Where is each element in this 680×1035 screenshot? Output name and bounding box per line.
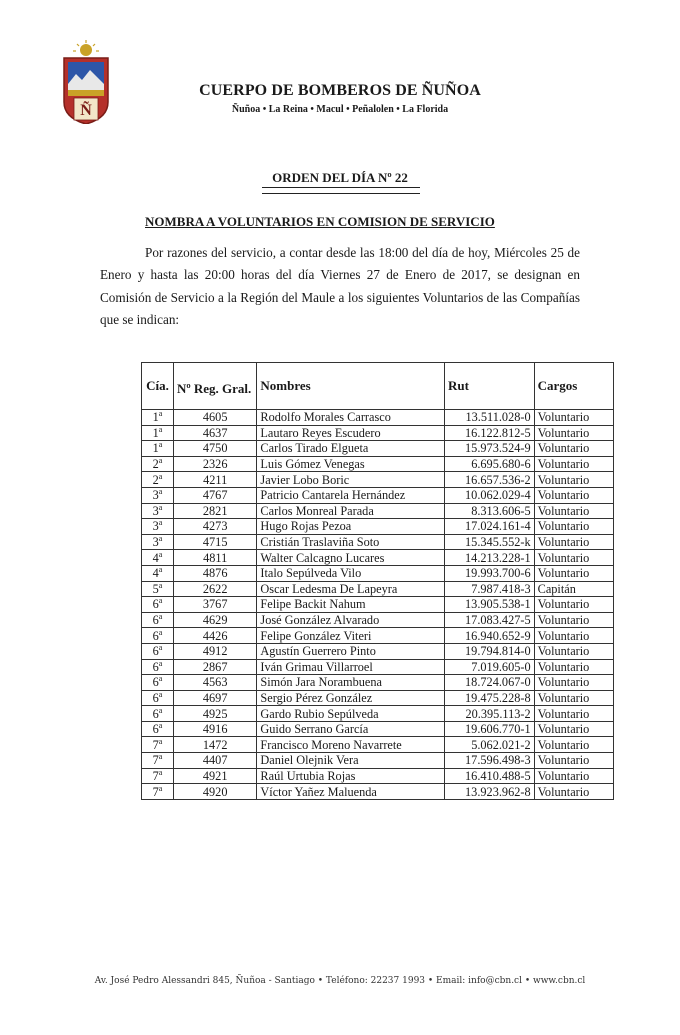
cell-cargo: Voluntario <box>534 472 613 488</box>
cell-reg: 4916 <box>173 721 256 737</box>
cell-reg: 4912 <box>173 643 256 659</box>
cell-cargo: Voluntario <box>534 456 613 472</box>
cell-cia: 6$^a$ <box>142 706 174 722</box>
cell-cia: 6$^a$ <box>142 597 174 613</box>
org-name: CUERPO DE BOMBEROS DE ÑUÑOA <box>199 82 481 99</box>
cell-rut: 15.973.524-9 <box>444 441 534 457</box>
table-row <box>142 628 614 644</box>
table-row <box>142 675 614 691</box>
cell-cia: 6$^a$ <box>142 659 174 675</box>
cell-nombre: Carlos Tirado Elgueta <box>257 441 445 457</box>
order-title-rule <box>262 187 420 194</box>
header-cia: Cía. <box>142 363 174 410</box>
cell-rut: 6.695.680-6 <box>444 456 534 472</box>
cell-nombre: Carlos Monreal Parada <box>257 503 445 519</box>
cell-cargo: Voluntario <box>534 628 613 644</box>
cell-nombre: Luis Gómez Venegas <box>257 456 445 472</box>
volunteers-table <box>141 362 614 800</box>
cell-rut: 19.475.228-8 <box>444 690 534 706</box>
cell-cargo: Voluntario <box>534 643 613 659</box>
cell-rut: 19.606.770-1 <box>444 721 534 737</box>
cell-nombre: Simón Jara Norambuena <box>257 675 445 691</box>
cell-reg: 2867 <box>173 659 256 675</box>
cell-rut: 15.345.552-k <box>444 534 534 550</box>
cell-cia: 7$^a$ <box>142 768 174 784</box>
table-row <box>142 721 614 737</box>
cell-cargo: Voluntario <box>534 410 613 426</box>
cell-rut: 17.083.427-5 <box>444 612 534 628</box>
cell-nombre: Guido Serrano García <box>257 721 445 737</box>
cell-reg: 4407 <box>173 753 256 769</box>
table-row <box>142 472 614 488</box>
cell-reg: 4925 <box>173 706 256 722</box>
cell-reg: 4563 <box>173 675 256 691</box>
cell-cia: 6$^a$ <box>142 628 174 644</box>
cell-nombre: Javier Lobo Boric <box>257 472 445 488</box>
cell-reg: 4273 <box>173 519 256 535</box>
cell-cia: 3$^a$ <box>142 503 174 519</box>
cell-reg: 4637 <box>173 425 256 441</box>
cell-nombre: Agustín Guerrero Pinto <box>257 643 445 659</box>
cell-reg: 2821 <box>173 503 256 519</box>
cell-cargo: Voluntario <box>534 487 613 503</box>
cell-reg: 4920 <box>173 784 256 800</box>
cell-cargo: Voluntario <box>534 565 613 581</box>
cell-rut: 14.213.228-1 <box>444 550 534 566</box>
cell-reg: 2622 <box>173 581 256 597</box>
cell-reg: 4211 <box>173 472 256 488</box>
table-row <box>142 768 614 784</box>
header-cargos: Cargos <box>534 363 613 410</box>
cell-cargo: Voluntario <box>534 441 613 457</box>
cell-nombre: Lautaro Reyes Escudero <box>257 425 445 441</box>
cell-nombre: Raúl Urtubia Rojas <box>257 768 445 784</box>
cell-cia: 5$^a$ <box>142 581 174 597</box>
cell-reg: 4605 <box>173 410 256 426</box>
cell-nombre: Cristián Traslaviña Soto <box>257 534 445 550</box>
cell-rut: 5.062.021-2 <box>444 737 534 753</box>
cell-cia: 6$^a$ <box>142 643 174 659</box>
cell-cargo: Voluntario <box>534 690 613 706</box>
cell-cia: 6$^a$ <box>142 690 174 706</box>
table-row <box>142 737 614 753</box>
table-row <box>142 612 614 628</box>
cell-nombre: Italo Sepúlveda Vilo <box>257 565 445 581</box>
footer-contact: Av. José Pedro Alessandri 845, Ñuñoa - Santiago • Teléfono: 22237 1993 • Email: info@cbn.cl • www.cbn.cl <box>94 976 586 986</box>
cell-reg: 3767 <box>173 597 256 613</box>
cell-cia: 1$^a$ <box>142 410 174 426</box>
cell-cia: 3$^a$ <box>142 534 174 550</box>
table-header-row <box>142 363 614 410</box>
cell-cargo: Capitán <box>534 581 613 597</box>
cell-reg: 4629 <box>173 612 256 628</box>
cell-cia: 1$^a$ <box>142 425 174 441</box>
cell-cia: 6$^a$ <box>142 721 174 737</box>
cell-nombre: Felipe González Viteri <box>257 628 445 644</box>
cell-nombre: Daniel Olejnik Vera <box>257 753 445 769</box>
cell-rut: 8.313.606-5 <box>444 503 534 519</box>
table-row <box>142 550 614 566</box>
cell-cia: 2$^a$ <box>142 472 174 488</box>
cell-cargo: Voluntario <box>534 737 613 753</box>
cell-cia: 6$^a$ <box>142 612 174 628</box>
cell-nombre: Oscar Ledesma De Lapeyra <box>257 581 445 597</box>
cell-reg: 4876 <box>173 565 256 581</box>
cell-reg: 2326 <box>173 456 256 472</box>
cell-rut: 13.905.538-1 <box>444 597 534 613</box>
cell-nombre: Walter Calcagno Lucares <box>257 550 445 566</box>
cell-cargo: Voluntario <box>534 706 613 722</box>
cell-rut: 13.511.028-0 <box>444 410 534 426</box>
cell-reg: 4921 <box>173 768 256 784</box>
cell-cargo: Voluntario <box>534 519 613 535</box>
cell-rut: 7.019.605-0 <box>444 659 534 675</box>
header-rut: Rut <box>444 363 534 410</box>
cell-cia: 4$^a$ <box>142 565 174 581</box>
cell-cargo: Voluntario <box>534 659 613 675</box>
table-row <box>142 565 614 581</box>
cell-nombre: Víctor Yañez Maluenda <box>257 784 445 800</box>
crest-letter: Ñ <box>80 102 92 119</box>
cell-nombre: Felipe Backit Nahum <box>257 597 445 613</box>
cell-nombre: Hugo Rojas Pezoa <box>257 519 445 535</box>
cell-nombre: José González Alvarado <box>257 612 445 628</box>
cell-cia: 1$^a$ <box>142 441 174 457</box>
cell-reg: 4697 <box>173 690 256 706</box>
table-row <box>142 534 614 550</box>
table-row <box>142 487 614 503</box>
header-nombres: Nombres <box>257 363 445 410</box>
cell-reg: 4767 <box>173 487 256 503</box>
cell-rut: 18.724.067-0 <box>444 675 534 691</box>
table-row <box>142 706 614 722</box>
cell-cargo: Voluntario <box>534 612 613 628</box>
cell-nombre: Sergio Pérez González <box>257 690 445 706</box>
cell-rut: 13.923.962-8 <box>444 784 534 800</box>
cell-cargo: Voluntario <box>534 784 613 800</box>
cell-cargo: Voluntario <box>534 768 613 784</box>
cell-rut: 16.410.488-5 <box>444 768 534 784</box>
fire-department-crest-icon <box>60 40 112 124</box>
table-row <box>142 659 614 675</box>
cell-reg: 4750 <box>173 441 256 457</box>
cell-cia: 7$^a$ <box>142 737 174 753</box>
cell-nombre: Gardo Rubio Sepúlveda <box>257 706 445 722</box>
cell-cargo: Voluntario <box>534 534 613 550</box>
cell-rut: 19.794.814-0 <box>444 643 534 659</box>
table-row <box>142 441 614 457</box>
cell-rut: 7.987.418-3 <box>444 581 534 597</box>
cell-cia: 3$^a$ <box>142 519 174 535</box>
table-row <box>142 597 614 613</box>
cell-reg: 1472 <box>173 737 256 753</box>
header-reg: Nº Reg. Gral. <box>173 363 256 410</box>
cell-nombre: Rodolfo Morales Carrasco <box>257 410 445 426</box>
cell-rut: 16.940.652-9 <box>444 628 534 644</box>
cell-rut: 16.122.812-5 <box>444 425 534 441</box>
cell-cia: 4$^a$ <box>142 550 174 566</box>
cell-cargo: Voluntario <box>534 675 613 691</box>
cell-reg: 4426 <box>173 628 256 644</box>
cell-rut: 20.395.113-2 <box>444 706 534 722</box>
cell-cia: 7$^a$ <box>142 784 174 800</box>
cell-cia: 2$^a$ <box>142 456 174 472</box>
table-row <box>142 456 614 472</box>
cell-cia: 3$^a$ <box>142 487 174 503</box>
cell-rut: 19.993.700-6 <box>444 565 534 581</box>
table-row <box>142 410 614 426</box>
table-row <box>142 690 614 706</box>
order-title: ORDEN DEL DÍA Nº 22 <box>272 170 408 185</box>
cell-nombre: Patricio Cantarela Hernández <box>257 487 445 503</box>
cell-cargo: Voluntario <box>534 753 613 769</box>
cell-nombre: Francisco Moreno Navarrete <box>257 737 445 753</box>
cell-rut: 10.062.029-4 <box>444 487 534 503</box>
cell-cia: 6$^a$ <box>142 675 174 691</box>
cell-cargo: Voluntario <box>534 721 613 737</box>
cell-reg: 4811 <box>173 550 256 566</box>
org-communes: Ñuñoa • La Reina • Macul • Peñalolen • La Florida <box>231 104 449 115</box>
order-subject: NOMBRA A VOLUNTARIOS EN COMISION DE SERVICIO <box>145 214 495 229</box>
cell-cargo: Voluntario <box>534 503 613 519</box>
table-row <box>142 503 614 519</box>
cell-cargo: Voluntario <box>534 597 613 613</box>
cell-reg: 4715 <box>173 534 256 550</box>
table-row <box>142 784 614 800</box>
cell-rut: 17.596.498-3 <box>444 753 534 769</box>
table-row <box>142 753 614 769</box>
cell-nombre: Iván Grimau Villarroel <box>257 659 445 675</box>
table-row <box>142 581 614 597</box>
order-body: Por razones del servicio, a contar desde las 18:00 del día de hoy, Miércoles 25 de Enero y hasta las 20:00 horas del día Viernes 27 de Enero de 2017, se designan en Comisión de Servicio a la Región del Maule a los siguientes Voluntarios de las Compañías que se indican: <box>100 245 580 328</box>
cell-cia: 7$^a$ <box>142 753 174 769</box>
cell-rut: 17.024.161-4 <box>444 519 534 535</box>
cell-cargo: Voluntario <box>534 425 613 441</box>
table-row <box>142 643 614 659</box>
table-row <box>142 425 614 441</box>
cell-rut: 16.657.536-2 <box>444 472 534 488</box>
cell-cargo: Voluntario <box>534 550 613 566</box>
table-row <box>142 519 614 535</box>
